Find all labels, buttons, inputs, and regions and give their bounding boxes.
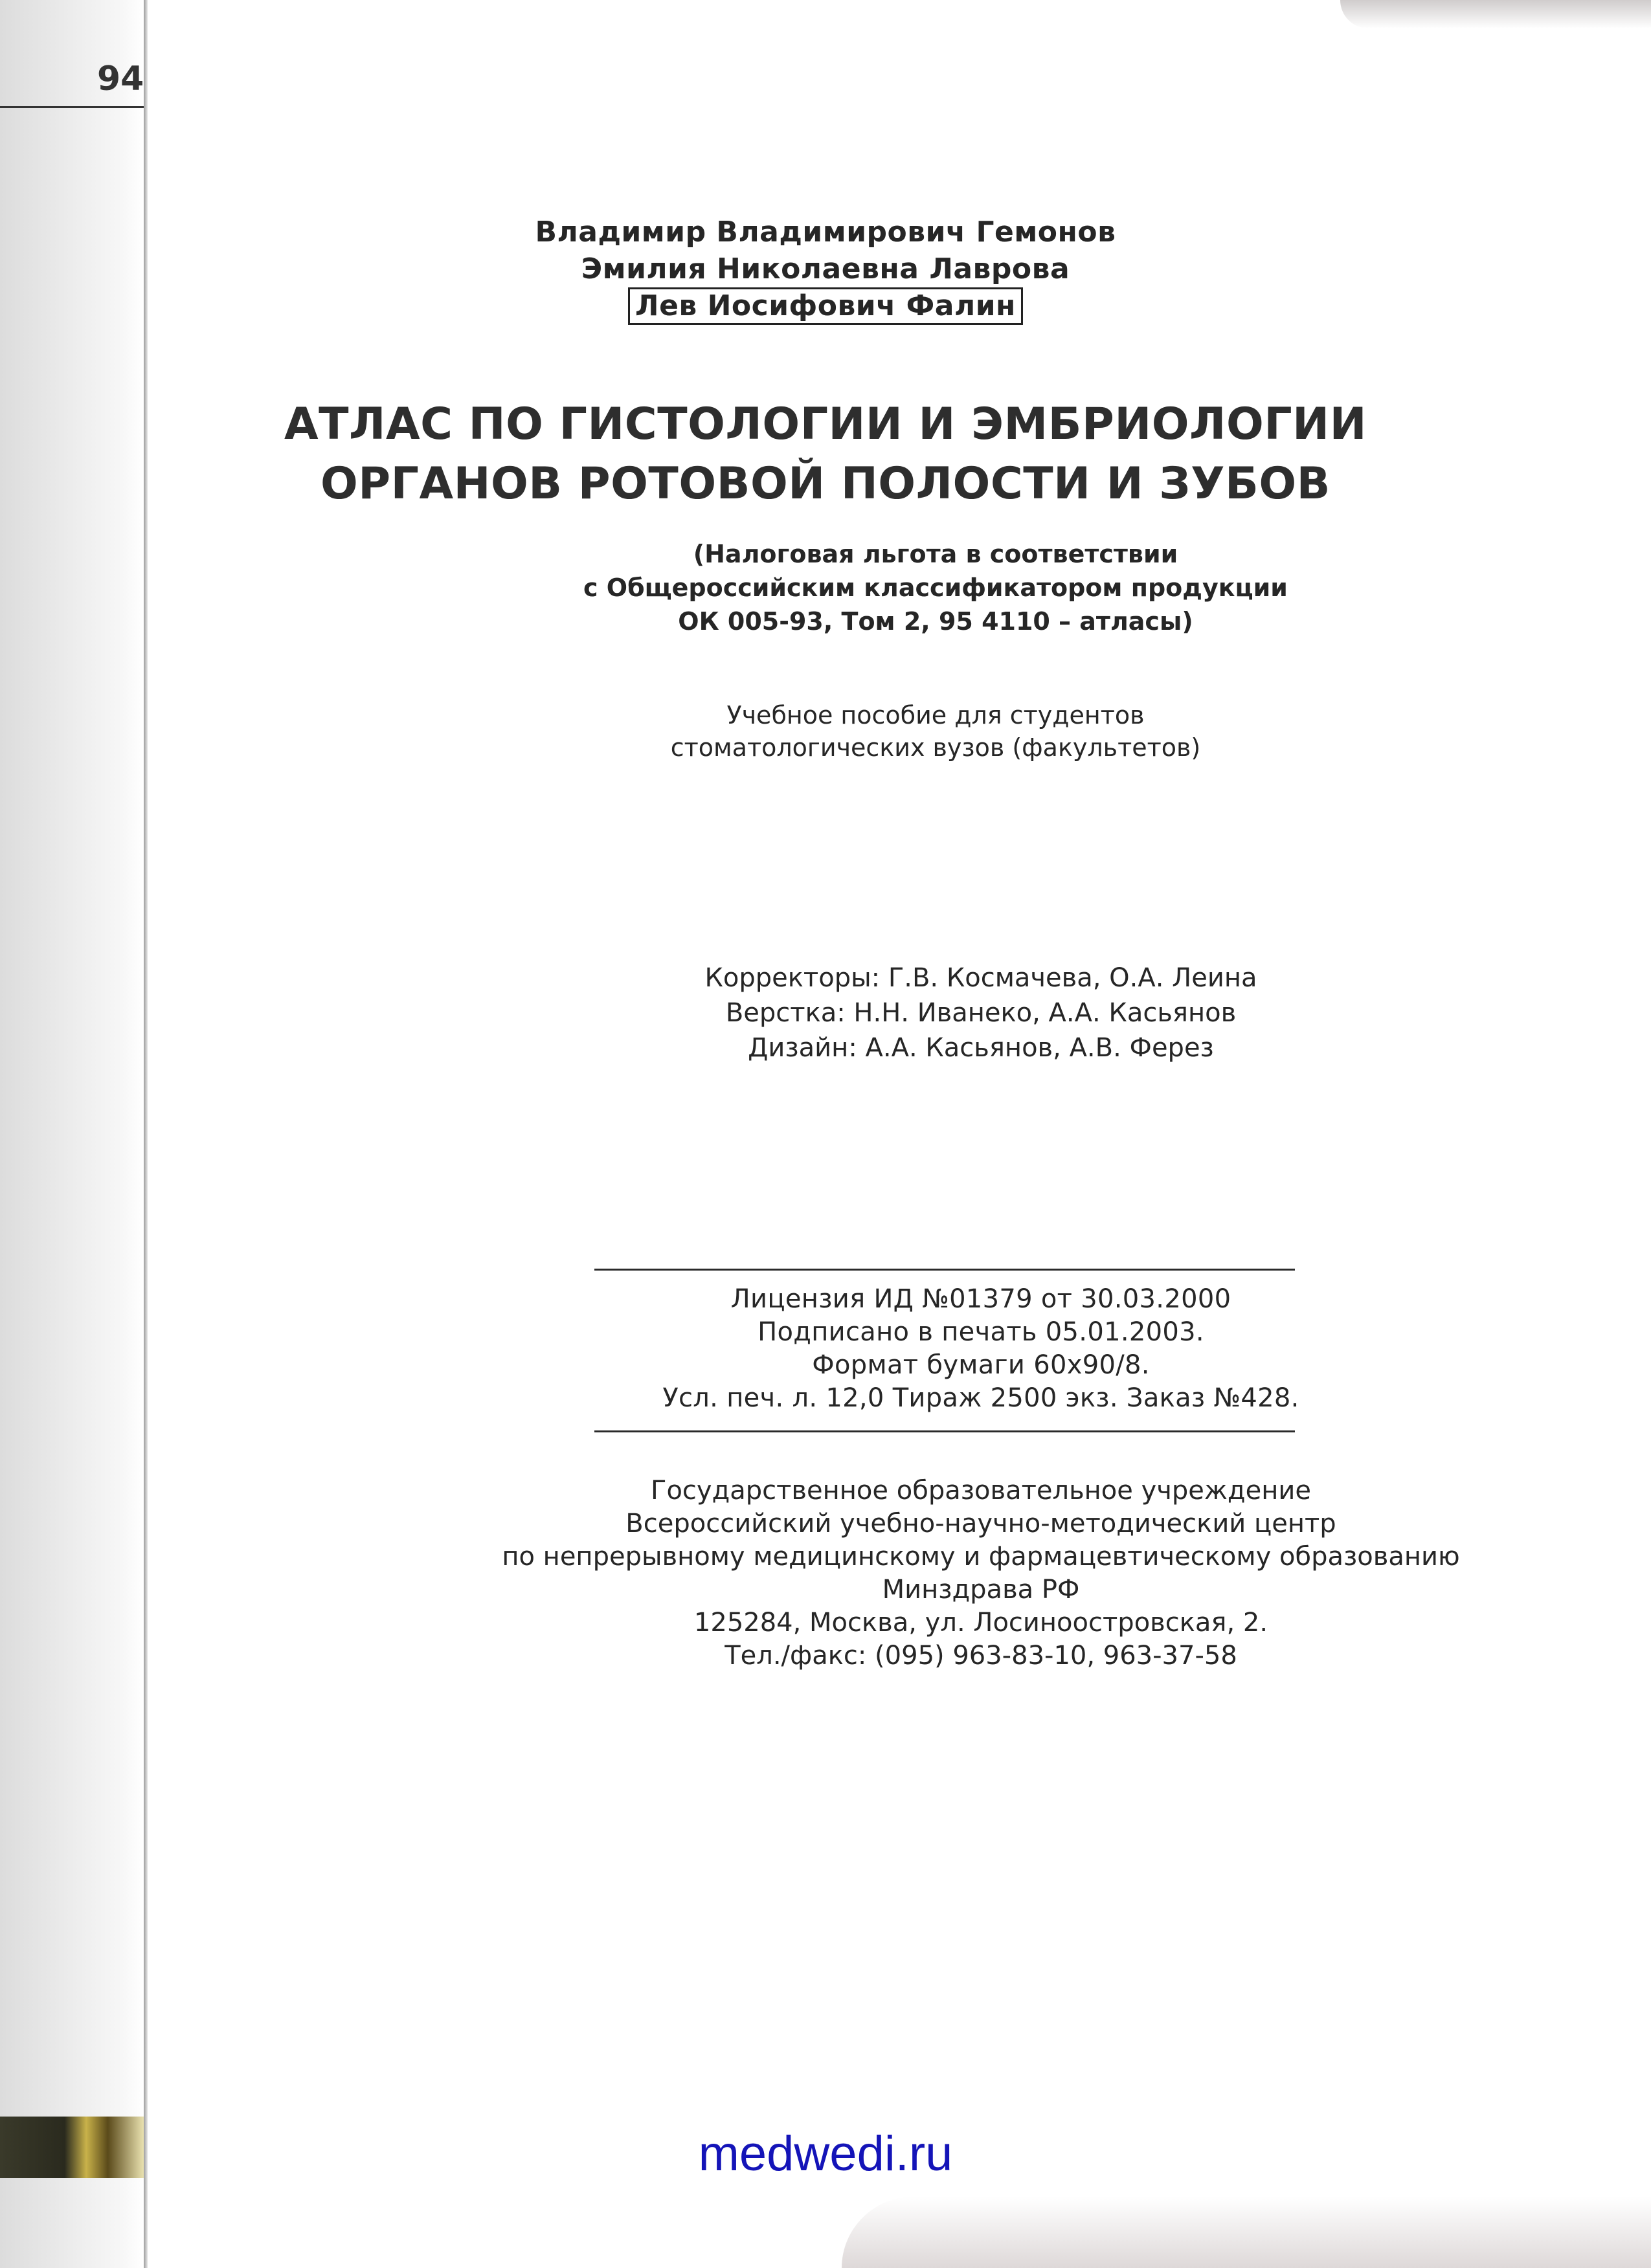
purpose-line: Учебное пособие для студентов <box>726 701 1145 729</box>
tax-note-line: ОК 005-93, Том 2, 95 4110 – атласы) <box>678 607 1193 636</box>
tax-note-line: (Налоговая льгота в соответствии <box>693 540 1178 568</box>
scan-shadow-top <box>1340 0 1651 28</box>
authors-block <box>0 214 1651 325</box>
license-line: Формат бумаги 60x90/8. <box>812 1350 1150 1380</box>
author-name-boxed: Лев Иосифович Фалин <box>628 287 1023 325</box>
author-name: Эмилия Николаевна Лаврова <box>581 252 1070 285</box>
credits-block <box>155 961 1651 1065</box>
publisher-line: Минздрава РФ <box>882 1575 1080 1605</box>
publisher-address: 125284, Москва, ул. Лосиноостровская, 2. <box>693 1608 1268 1638</box>
license-line: Подписано в печать 05.01.2003. <box>758 1317 1204 1347</box>
tax-note <box>110 537 1651 638</box>
publisher-block <box>155 1474 1651 1673</box>
book-title <box>0 395 1651 514</box>
publisher-line: Государственное образовательное учреждение <box>651 1476 1311 1506</box>
credit-line: Корректоры: Г.В. Космачева, О.А. Леина <box>704 963 1257 993</box>
previous-page-rule <box>0 106 144 108</box>
scan-shadow-bottom <box>842 2197 1651 2268</box>
title-line: АТЛАС ПО ГИСТОЛОГИИ И ЭМБРИОЛОГИИ <box>284 399 1367 450</box>
license-line: Усл. печ. л. 12,0 Тираж 2500 экз. Заказ №428. <box>662 1383 1299 1413</box>
author-name: Владимир Владимирович Гемонов <box>535 216 1116 249</box>
previous-page-strip <box>0 0 144 2268</box>
credit-line: Дизайн: А.А. Касьянов, А.В. Ферез <box>748 1033 1214 1063</box>
publisher-phone: Тел./факс: (095) 963-83-10, 963-37-58 <box>724 1641 1237 1671</box>
publisher-line: Всероссийский учебно-научно-методический центр <box>625 1509 1336 1539</box>
divider <box>594 1269 1295 1271</box>
publisher-line: по непрерывному медицинскому и фармацевтическому образованию <box>502 1542 1460 1572</box>
page-edge-shadow <box>144 0 148 2268</box>
divider <box>594 1430 1295 1432</box>
title-line: ОРГАНОВ РОТОВОЙ ПОЛОСТИ И ЗУБОВ <box>320 458 1331 509</box>
license-block <box>155 1283 1651 1415</box>
tax-note-line: с Общероссийским классификатором продукции <box>583 573 1288 602</box>
credit-line: Верстка: Н.Н. Иванеко, А.А. Касьянов <box>725 998 1237 1028</box>
license-line: Лицензия ИД №01379 от 30.03.2000 <box>730 1284 1231 1314</box>
watermark-link[interactable]: medwedi.ru <box>698 2126 953 2181</box>
purpose-line: стоматологических вузов (факультетов) <box>670 733 1201 762</box>
previous-page-number: 94 <box>97 60 144 98</box>
purpose-note <box>110 699 1651 764</box>
